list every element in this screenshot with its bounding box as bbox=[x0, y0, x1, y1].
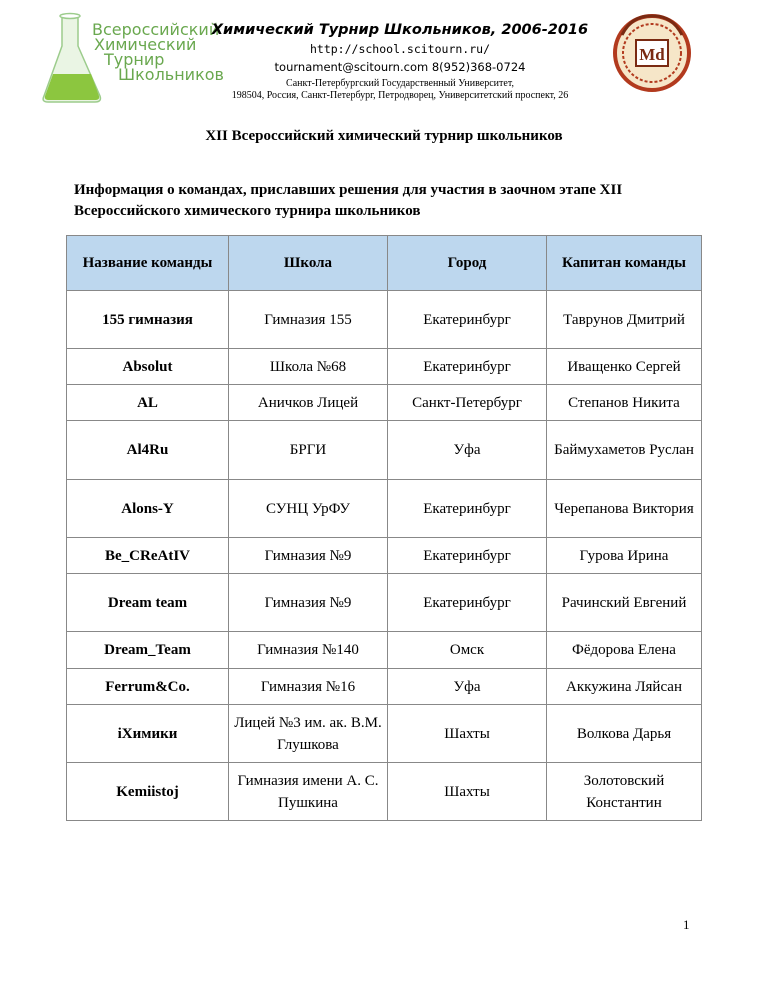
cell-team: Kemiistoj bbox=[67, 763, 229, 821]
cell-school: СУНЦ УрФУ bbox=[229, 480, 388, 538]
header-team-name: Название команды bbox=[67, 236, 229, 291]
header-address: 198504, Россия, Санкт-Петербург, Петродворец, Университетский проспект, 26 bbox=[231, 90, 569, 101]
cell-team: Be_CReAtIV bbox=[67, 538, 229, 574]
table-row bbox=[67, 763, 702, 821]
cell-team: iХимики bbox=[67, 705, 229, 763]
cell-team: Ferrum&Co. bbox=[67, 669, 229, 705]
header-university: Санкт-Петербургский Государственный Университет, bbox=[286, 78, 514, 89]
cell-city: Уфа bbox=[388, 669, 547, 705]
cell-team: Alons-Y bbox=[67, 480, 229, 538]
cell-city: Екатеринбург bbox=[388, 291, 547, 349]
cell-city: Шахты bbox=[388, 705, 547, 763]
cell-captain: Баймухаметов Руслан bbox=[547, 421, 702, 480]
header-url: http://school.scitourn.ru/ bbox=[309, 42, 490, 56]
cell-school: Лицей №3 им. ак. В.М. Глушкова bbox=[229, 705, 388, 763]
header-title: Химический Турнир Школьников, 2006-2016 bbox=[211, 22, 589, 38]
cell-school: Аничков Лицей bbox=[229, 385, 388, 421]
teams-table bbox=[66, 235, 702, 821]
cell-school: Гимназия №9 bbox=[229, 538, 388, 574]
cell-school: Гимназия №140 bbox=[229, 632, 388, 669]
seal-text: Md bbox=[639, 45, 665, 64]
logo-line-1: Всероссийский bbox=[92, 20, 220, 39]
seal-logo-icon bbox=[612, 10, 692, 95]
cell-team: AL bbox=[67, 385, 229, 421]
table-row bbox=[67, 538, 702, 574]
cell-city: Шахты bbox=[388, 763, 547, 821]
table-row bbox=[67, 480, 702, 538]
cell-team: Dream team bbox=[67, 574, 229, 632]
cell-captain: Волкова Дарья bbox=[547, 705, 702, 763]
cell-captain: Аккужина Ляйсан bbox=[547, 669, 702, 705]
cell-city: Омск bbox=[388, 632, 547, 669]
cell-team: Dream_Team bbox=[67, 632, 229, 669]
cell-city: Екатеринбург bbox=[388, 574, 547, 632]
table-header-row bbox=[67, 236, 702, 291]
cell-captain: Рачинский Евгений bbox=[547, 574, 702, 632]
cell-captain: Гурова Ирина bbox=[547, 538, 702, 574]
document-title: XII Всероссийский химический турнир школьников bbox=[205, 128, 563, 144]
page-number: 1 bbox=[683, 917, 690, 932]
table-row bbox=[67, 385, 702, 421]
cell-school: Гимназия №16 bbox=[229, 669, 388, 705]
cell-city: Екатеринбург bbox=[388, 538, 547, 574]
header-contact: tournament@scitourn.com 8(952)368-0724 bbox=[274, 60, 526, 74]
table-row bbox=[67, 669, 702, 705]
cell-school: Школа №68 bbox=[229, 349, 388, 385]
cell-school: Гимназия 155 bbox=[229, 291, 388, 349]
logo-line-2: Химический bbox=[94, 35, 197, 54]
table-row bbox=[67, 349, 702, 385]
cell-school: Гимназия имени А. С. Пушкина bbox=[229, 763, 388, 821]
cell-city: Санкт-Петербург bbox=[388, 385, 547, 421]
cell-captain: Золотовский Константин bbox=[547, 763, 702, 821]
page-header bbox=[0, 0, 768, 110]
cell-captain: Черепанова Виктория bbox=[547, 480, 702, 538]
header-captain: Капитан команды bbox=[547, 236, 702, 291]
table-row bbox=[67, 421, 702, 480]
cell-captain: Таврунов Дмитрий bbox=[547, 291, 702, 349]
cell-city: Екатеринбург bbox=[388, 349, 547, 385]
table-row bbox=[67, 291, 702, 349]
cell-captain: Фёдорова Елена bbox=[547, 632, 702, 669]
cell-school: Гимназия №9 bbox=[229, 574, 388, 632]
cell-team: 155 гимназия bbox=[67, 291, 229, 349]
intro-paragraph: Информация о командах, приславших решения для участия в заочном этапе XII Всероссийского химического турнира школьников bbox=[74, 182, 623, 219]
cell-team: Al4Ru bbox=[67, 421, 229, 480]
cell-city: Уфа bbox=[388, 421, 547, 480]
header-school: Школа bbox=[229, 236, 388, 291]
logo-line-4: Школьников bbox=[118, 65, 224, 84]
table-row bbox=[67, 632, 702, 669]
cell-captain: Степанов Никита bbox=[547, 385, 702, 421]
cell-captain: Иващенко Сергей bbox=[547, 349, 702, 385]
cell-school: БРГИ bbox=[229, 421, 388, 480]
header-city: Город bbox=[388, 236, 547, 291]
table-row bbox=[67, 705, 702, 763]
cell-team: Absolut bbox=[67, 349, 229, 385]
cell-city: Екатеринбург bbox=[388, 480, 547, 538]
logo-line-3: Турнир bbox=[104, 50, 165, 69]
table-row bbox=[67, 574, 702, 632]
